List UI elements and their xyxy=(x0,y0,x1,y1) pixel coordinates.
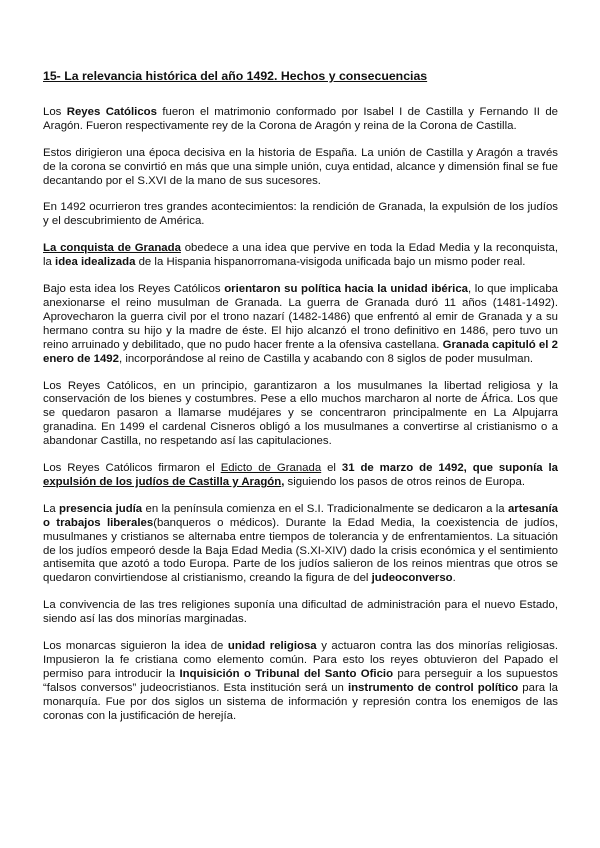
text-run: , incorporándose al reino de Castilla y acabando con 8 siglos de poder musulman. xyxy=(118,352,534,365)
text-run: siguiendo los pasos de otros reinos de Europa. xyxy=(284,475,525,488)
text-run: (banqueros o médicos). Durante la Edad Media, la coexistencia de judíos, musulmanes y cristianos se alternaba entre tiempos de tolerancia y de enfrentamientos. La situación de los judíos empeoró desde la Baja Edad Media (S.XI-XIV) dado la crisis económica y el sentimiento antisemita que azotó a todo Europa. Parte de los judíos salieron de los reinos mientras que otros se quedaron convirtiendose al cristianismo, creando la figura de del xyxy=(43,516,558,585)
paragraph xyxy=(43,462,558,490)
paragraph xyxy=(43,283,558,366)
text-run: Edicto de Granada xyxy=(220,462,322,475)
paragraph xyxy=(43,242,558,270)
paragraph xyxy=(43,599,558,627)
paragraph xyxy=(43,380,558,450)
text-run: obedece a una idea que pervive en toda la Edad Media y la reconquista, la xyxy=(43,242,558,269)
bold-text: orientaron su política hacia la unidad ibérica xyxy=(224,283,469,296)
bold-text: Granada capituló el 2 enero de 1492 xyxy=(43,338,558,365)
document-title: 15- La relevancia histórica del año 1492. Hechos y consecuencias xyxy=(43,69,428,83)
bold-text: idea idealizada xyxy=(55,256,136,269)
document-page xyxy=(43,70,558,737)
bold-text: 31 de marzo de 1492, que suponía la xyxy=(341,462,558,475)
bold-text: presencia judía xyxy=(59,502,143,515)
bold-text: Reyes Católicos xyxy=(66,105,157,118)
text-run: Bajo esta idea los Reyes Católicos xyxy=(43,283,225,296)
text-run: el xyxy=(321,462,342,475)
document-body xyxy=(43,106,558,724)
text-run: Los monarcas siguieron la idea de xyxy=(43,640,228,653)
text-run: Los Reyes Católicos firmaron el xyxy=(43,462,221,475)
text-run: La convivencia de las tres religiones suponía una dificultad de administración para el nuevo Estado, siendo así las dos minorías marginadas. xyxy=(43,599,558,626)
bold-text: unidad religiosa xyxy=(227,640,317,653)
text-run: , lo que implicaba anexionarse el reino musulman de Granada. La guerra de Granada duró 11 años (1481-1492). Aprovecharon la guerra civil por el trono nazarí (1482-1486) que enfrentó al emir de Granada y a su hermano contra su hijo y la madre de éste. El hijo alcanzó el trono definitivo en 1486, pero tuvo un reino arruinado y debilitado, que no pudo hacer frente a la ofensiva castellana. xyxy=(43,283,558,351)
paragraph xyxy=(43,106,558,134)
text-run: para la monarquía. Fue por dos siglos un sistema de información y represión contra los enemigos de las coronas con la justificación de herejía. xyxy=(43,681,558,722)
text-run: Estos dirigieron una época decisiva en la historia de España. La unión de Castilla y Aragón a través de la corona se convirtió en más que una simple unión, cuya entidad, alcance y dimensión final se fue decantando por el S.XVI de la mano de sus sucesores. xyxy=(43,146,558,187)
paragraph xyxy=(43,640,558,723)
text-run: de la Hispania hispanorromana-visigoda unificada bajo un mismo poder real. xyxy=(135,256,526,269)
text-run: fueron el matrimonio conformado por Isabel I de Castilla y Fernando II de Aragón. Fueron respectivamente rey de la Corona de Aragón y reina de la Corona de Castilla. xyxy=(43,105,559,132)
text-run: Los xyxy=(43,105,67,118)
paragraph xyxy=(43,503,558,586)
bold-text: La conquista de Granada xyxy=(43,242,181,255)
bold-text: judeoconverso xyxy=(371,572,453,585)
text-run: . xyxy=(452,572,456,585)
paragraph xyxy=(43,201,558,229)
text-run: y actuaron contra las dos minorías religiosas. Impusieron la fe cristiana como elemento común. Para esto los reyes obtuvieron del Papado el permiso para introducir la xyxy=(43,640,559,680)
text-run: La xyxy=(43,502,60,515)
bold-text: , xyxy=(281,475,285,488)
text-run: para perseguir a los supuestos “falsos conversos” judeocristianos. Esta institución será un xyxy=(43,667,558,694)
bold-text: Inquisición o Tribunal del Santo Oficio xyxy=(179,667,394,680)
bold-text: instrumento de control político xyxy=(347,681,519,694)
text-run: en la península comienza en el S.I. Tradicionalmente se dedicaron a la xyxy=(142,502,508,515)
bold-text: expulsión de los judíos de Castilla y Aragón xyxy=(43,475,282,488)
paragraph xyxy=(43,147,558,189)
bold-text: artesanía o trabajos liberales xyxy=(43,502,558,529)
text-run: En 1492 ocurrieron tres grandes acontecimientos: la rendición de Granada, la expulsión de los judíos y el descubrimiento de América. xyxy=(43,201,558,228)
text-run: Los Reyes Católicos, en un principio, garantizaron a los musulmanes la libertad religiosa y la conservación de los bienes y costumbres. Pese a ello muchos marcharon al norte de África. Los que se quedaron pasaron a llamarse mudéjares y se concentraron principalmente en La Alpujarra granadina. En 1499 el cardenal Cisneros obligó a los musulmanes a convertirse al cristianismo o a abandonar Castilla, no respetando así las capitulaciones. xyxy=(43,379,558,448)
